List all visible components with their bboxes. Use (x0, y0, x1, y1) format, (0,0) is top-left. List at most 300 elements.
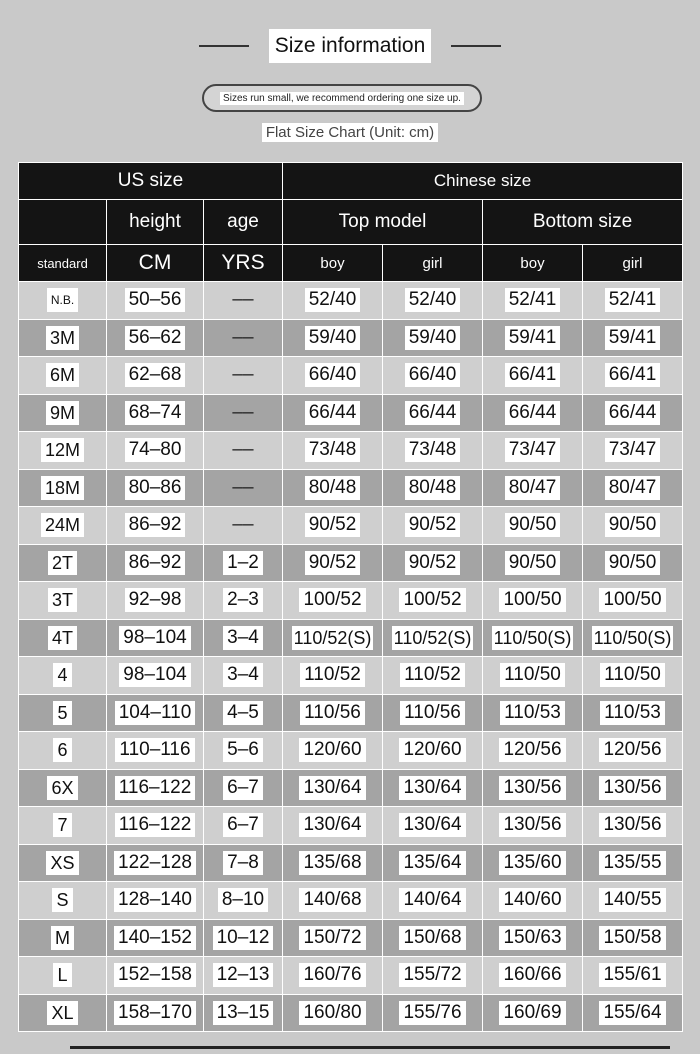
cell-value: 56–62 (125, 326, 186, 350)
cell-value: 140/64 (399, 888, 465, 912)
table-row (19, 957, 683, 995)
cell-value: 12M (41, 438, 84, 462)
header-blank (19, 200, 107, 245)
cell-value: 90/50 (505, 513, 561, 537)
cell-value: 130/56 (599, 776, 665, 800)
cell-value: 59/41 (605, 326, 661, 350)
cell-bottom-girl (583, 732, 683, 770)
cell-top-girl (383, 957, 483, 995)
cell-height (107, 844, 204, 882)
cell-value: 66/40 (405, 363, 461, 387)
cell-value: 3T (48, 588, 77, 612)
cell-value: S (52, 888, 72, 912)
cell-bottom-boy (483, 394, 583, 432)
cell-age (204, 769, 283, 807)
cell-standard (19, 619, 107, 657)
cell-age (204, 657, 283, 695)
cell-value: 152–158 (114, 963, 196, 987)
table-row (19, 357, 683, 395)
cell-top-girl (383, 507, 483, 545)
cell-value: –– (232, 439, 254, 461)
cell-value: 59/40 (405, 326, 461, 350)
cell-top-boy (283, 769, 383, 807)
header-us-size: US size (19, 163, 283, 200)
cell-top-girl (383, 844, 483, 882)
cell-value: 98–104 (119, 663, 190, 687)
cell-value: 2T (48, 551, 77, 575)
cell-height (107, 657, 204, 695)
header-top-boy: boy (283, 245, 383, 282)
cell-value: 135/55 (599, 851, 665, 875)
cell-top-girl (383, 882, 483, 920)
cell-bottom-boy (483, 994, 583, 1032)
cell-height (107, 769, 204, 807)
cell-age (204, 357, 283, 395)
cell-height (107, 957, 204, 995)
cell-bottom-girl (583, 844, 683, 882)
cell-value: 110/50 (500, 663, 565, 687)
cell-value: 160/66 (499, 963, 565, 987)
cell-value: –– (232, 326, 254, 348)
cell-value: 135/64 (399, 851, 465, 875)
cell-bottom-boy (483, 469, 583, 507)
cell-value: 110–116 (115, 738, 194, 762)
cell-top-girl (383, 319, 483, 357)
cell-standard (19, 282, 107, 320)
cell-top-girl (383, 657, 483, 695)
cell-value: 13–15 (213, 1001, 274, 1025)
cell-value: 86–92 (125, 551, 186, 575)
cell-top-boy (283, 319, 383, 357)
cell-value: 130/64 (299, 776, 365, 800)
cell-value: 6X (47, 776, 77, 800)
cell-value: 110/50(S) (593, 627, 672, 648)
table-row (19, 919, 683, 957)
cell-value: 90/52 (405, 513, 461, 537)
cell-bottom-boy (483, 657, 583, 695)
table-row (19, 657, 683, 695)
cell-value: 100/52 (299, 588, 365, 612)
cell-age (204, 732, 283, 770)
cell-top-girl (383, 694, 483, 732)
cell-value: 130/64 (299, 813, 365, 837)
cell-top-girl (383, 357, 483, 395)
cell-height (107, 732, 204, 770)
table-row (19, 282, 683, 320)
cell-value: 100/52 (399, 588, 465, 612)
cell-value: 128–140 (114, 888, 196, 912)
cell-bottom-girl (583, 282, 683, 320)
cell-bottom-boy (483, 319, 583, 357)
table-row (19, 544, 683, 582)
cell-height (107, 807, 204, 845)
size-table-body (19, 282, 683, 1032)
table-row (19, 319, 683, 357)
cell-value: 104–110 (115, 701, 196, 725)
table-row (19, 732, 683, 770)
table-row (19, 394, 683, 432)
cell-age (204, 694, 283, 732)
cell-standard (19, 657, 107, 695)
cell-value: 110/50(S) (493, 627, 572, 648)
title-row (0, 28, 700, 64)
cell-top-boy (283, 507, 383, 545)
cell-value: 7 (53, 813, 71, 837)
cell-value: 86–92 (125, 513, 186, 537)
size-table (18, 162, 683, 1032)
cell-value: 130/56 (499, 813, 565, 837)
cell-value: 9M (46, 401, 79, 425)
cell-value: 66/41 (505, 363, 561, 387)
cell-age (204, 432, 283, 470)
cell-value: N.B. (47, 288, 78, 312)
cell-bottom-boy (483, 357, 583, 395)
cell-value: 66/44 (305, 401, 361, 425)
header-bottom-girl: girl (583, 245, 683, 282)
cell-top-girl (383, 394, 483, 432)
cell-bottom-girl (583, 469, 683, 507)
cell-value: 80/48 (305, 476, 361, 500)
cell-age (204, 882, 283, 920)
header-top-model: Top model (283, 200, 483, 245)
cell-value: 120/60 (299, 738, 365, 762)
cell-height (107, 357, 204, 395)
cell-age (204, 619, 283, 657)
cell-value: 90/50 (505, 551, 561, 575)
cell-value: 12–13 (213, 963, 274, 987)
cell-top-girl (383, 769, 483, 807)
page-title: Size information (269, 29, 432, 63)
cell-value: 52/41 (505, 288, 561, 312)
cell-value: 90/52 (405, 551, 461, 575)
cell-standard (19, 919, 107, 957)
table-row (19, 882, 683, 920)
cell-value: 59/41 (505, 326, 561, 350)
header-bottom-size: Bottom size (483, 200, 683, 245)
cell-value: 50–56 (125, 288, 186, 312)
cell-value: 116–122 (115, 813, 196, 837)
header-cm: CM (107, 245, 204, 282)
cell-bottom-boy (483, 807, 583, 845)
cell-value: 4–5 (223, 701, 263, 725)
cell-value: –– (232, 476, 254, 498)
cell-value: 66/44 (505, 401, 561, 425)
cell-value: 6–7 (223, 813, 263, 837)
cell-top-girl (383, 544, 483, 582)
cell-value: 135/60 (499, 851, 565, 875)
cell-value: 59/40 (305, 326, 361, 350)
cell-value: 68–74 (125, 401, 186, 425)
cell-top-boy (283, 732, 383, 770)
cell-top-girl (383, 582, 483, 620)
cell-value: 120/56 (599, 738, 665, 762)
title-right-line (451, 45, 501, 47)
cell-age (204, 544, 283, 582)
header-row-2 (19, 200, 683, 245)
cell-bottom-boy (483, 544, 583, 582)
cell-top-boy (283, 919, 383, 957)
cell-value: 90/50 (605, 513, 661, 537)
cell-age (204, 394, 283, 432)
cell-value: 116–122 (115, 776, 196, 800)
chart-subtitle (0, 124, 700, 142)
cell-top-boy (283, 807, 383, 845)
table-row (19, 432, 683, 470)
header-row-3 (19, 245, 683, 282)
table-row (19, 694, 683, 732)
cell-value: 150/68 (399, 926, 465, 950)
header-bottom-boy: boy (483, 245, 583, 282)
cell-value: 110/56 (300, 701, 365, 725)
sizing-notice-text: Sizes run small, we recommend ordering one size up. (220, 92, 464, 105)
cell-value: 158–170 (114, 1001, 196, 1025)
cell-top-girl (383, 432, 483, 470)
cell-value: 130/64 (399, 776, 465, 800)
cell-standard (19, 544, 107, 582)
cell-bottom-boy (483, 694, 583, 732)
cell-height (107, 619, 204, 657)
header-top-girl: girl (383, 245, 483, 282)
cell-value: 100/50 (599, 588, 665, 612)
cell-height (107, 994, 204, 1032)
cell-top-girl (383, 732, 483, 770)
cell-value: 5 (53, 701, 71, 725)
cell-value: 110/50 (600, 663, 665, 687)
cell-value: 73/47 (605, 438, 661, 462)
cell-value: 110/53 (600, 701, 665, 725)
cell-value: 3–4 (223, 626, 263, 650)
cell-age (204, 807, 283, 845)
cell-age (204, 994, 283, 1032)
cell-top-boy (283, 357, 383, 395)
cell-value: L (53, 963, 71, 987)
cell-value: 155/72 (399, 963, 465, 987)
chart-subtitle-text: Flat Size Chart (Unit: cm) (262, 123, 438, 142)
cell-bottom-girl (583, 432, 683, 470)
cell-standard (19, 769, 107, 807)
cell-value: 7–8 (223, 851, 263, 875)
cell-value: 90/52 (305, 513, 361, 537)
header-standard: standard (19, 245, 107, 282)
cell-standard (19, 994, 107, 1032)
cell-value: 155/76 (399, 1001, 465, 1025)
cell-bottom-boy (483, 619, 583, 657)
cell-top-boy (283, 844, 383, 882)
cell-value: M (51, 926, 74, 950)
cell-value: 150/72 (299, 926, 365, 950)
cell-top-girl (383, 619, 483, 657)
cell-standard (19, 357, 107, 395)
table-row (19, 769, 683, 807)
cell-height (107, 394, 204, 432)
cell-standard (19, 807, 107, 845)
cell-top-boy (283, 994, 383, 1032)
cell-top-boy (283, 694, 383, 732)
cell-top-boy (283, 882, 383, 920)
cell-value: 62–68 (125, 363, 186, 387)
cell-value: 100/50 (499, 588, 565, 612)
cell-value: 6–7 (223, 776, 263, 800)
cell-age (204, 282, 283, 320)
sizing-notice (202, 84, 482, 112)
cell-value: 10–12 (213, 926, 274, 950)
cell-value: 90/50 (605, 551, 661, 575)
cell-standard (19, 694, 107, 732)
table-row (19, 469, 683, 507)
cell-height (107, 469, 204, 507)
cell-value: 80/47 (505, 476, 561, 500)
cell-value: 66/41 (605, 363, 661, 387)
cell-value: XS (46, 851, 78, 875)
cell-bottom-boy (483, 957, 583, 995)
cell-value: 150/63 (499, 926, 565, 950)
cell-top-boy (283, 657, 383, 695)
cell-bottom-boy (483, 844, 583, 882)
cell-value: 140/68 (299, 888, 365, 912)
cell-value: 120/60 (399, 738, 465, 762)
cell-top-boy (283, 619, 383, 657)
cell-value: 66/44 (605, 401, 661, 425)
cell-value: 74–80 (125, 438, 186, 462)
header-row-1 (19, 163, 683, 200)
cell-value: 6 (53, 738, 71, 762)
table-row (19, 507, 683, 545)
cell-value: 140/55 (599, 888, 665, 912)
cell-value: 66/44 (405, 401, 461, 425)
table-row (19, 807, 683, 845)
header-chinese-size: Chinese size (283, 163, 683, 200)
cell-value: 122–128 (114, 851, 196, 875)
title-left-line (199, 45, 249, 47)
table-row (19, 619, 683, 657)
cell-value: 90/52 (305, 551, 361, 575)
cell-value: 5–6 (223, 738, 263, 762)
cell-bottom-boy (483, 919, 583, 957)
cell-bottom-girl (583, 769, 683, 807)
cell-standard (19, 507, 107, 545)
cell-value: –– (232, 289, 254, 311)
cell-bottom-girl (583, 394, 683, 432)
cell-value: 140/60 (499, 888, 565, 912)
cell-value: 92–98 (125, 588, 186, 612)
cell-bottom-girl (583, 319, 683, 357)
cell-height (107, 544, 204, 582)
cell-top-boy (283, 544, 383, 582)
cell-value: 80/47 (605, 476, 661, 500)
cell-value: 110/52(S) (393, 627, 472, 648)
cell-height (107, 432, 204, 470)
cell-value: XL (47, 1001, 77, 1025)
cell-top-boy (283, 582, 383, 620)
cell-top-girl (383, 919, 483, 957)
cell-standard (19, 732, 107, 770)
cell-value: 110/53 (500, 701, 565, 725)
cell-value: 52/40 (305, 288, 361, 312)
cell-age (204, 582, 283, 620)
table-row (19, 844, 683, 882)
cell-bottom-girl (583, 694, 683, 732)
cell-bottom-boy (483, 732, 583, 770)
cell-top-girl (383, 807, 483, 845)
cell-age (204, 469, 283, 507)
cell-value: 140–152 (114, 926, 196, 950)
cell-value: –– (232, 514, 254, 536)
cell-value: 110/52 (300, 663, 365, 687)
cell-value: 73/48 (305, 438, 361, 462)
cell-top-boy (283, 282, 383, 320)
cell-value: 80/48 (405, 476, 461, 500)
cell-bottom-boy (483, 282, 583, 320)
cell-value: 2–3 (223, 588, 263, 612)
cell-top-girl (383, 994, 483, 1032)
cell-height (107, 694, 204, 732)
cell-value: 52/40 (405, 288, 461, 312)
cell-value: 73/48 (405, 438, 461, 462)
cell-top-boy (283, 957, 383, 995)
cell-bottom-girl (583, 919, 683, 957)
cell-standard (19, 319, 107, 357)
cell-standard (19, 582, 107, 620)
table-row (19, 994, 683, 1032)
cell-standard (19, 882, 107, 920)
cell-bottom-boy (483, 582, 583, 620)
table-row (19, 582, 683, 620)
cell-value: 120/56 (499, 738, 565, 762)
cell-value: –– (232, 401, 254, 423)
cell-standard (19, 844, 107, 882)
cell-top-boy (283, 469, 383, 507)
cell-value: 135/68 (299, 851, 365, 875)
cell-bottom-girl (583, 957, 683, 995)
header-height: height (107, 200, 204, 245)
cell-top-boy (283, 394, 383, 432)
cell-value: –– (232, 364, 254, 386)
cell-value: 110/56 (400, 701, 465, 725)
cell-value: 110/52(S) (293, 627, 372, 648)
cell-bottom-girl (583, 994, 683, 1032)
cell-age (204, 957, 283, 995)
cell-standard (19, 957, 107, 995)
cell-value: 73/47 (505, 438, 561, 462)
cell-value: 98–104 (119, 626, 190, 650)
cell-age (204, 507, 283, 545)
cell-standard (19, 432, 107, 470)
cell-height (107, 919, 204, 957)
cell-value: 155/61 (599, 963, 665, 987)
cell-height (107, 282, 204, 320)
cell-value: 6M (46, 363, 79, 387)
cell-bottom-boy (483, 769, 583, 807)
cell-height (107, 319, 204, 357)
cell-bottom-girl (583, 544, 683, 582)
cell-top-girl (383, 469, 483, 507)
cell-bottom-boy (483, 432, 583, 470)
bottom-divider (70, 1046, 670, 1049)
cell-value: 4 (53, 663, 71, 687)
cell-height (107, 882, 204, 920)
cell-top-girl (383, 282, 483, 320)
cell-value: 18M (41, 476, 84, 500)
cell-value: 130/64 (399, 813, 465, 837)
cell-age (204, 319, 283, 357)
cell-value: 150/58 (599, 926, 665, 950)
cell-bottom-girl (583, 357, 683, 395)
header-yrs: YRS (204, 245, 283, 282)
cell-bottom-boy (483, 507, 583, 545)
cell-value: 52/41 (605, 288, 661, 312)
cell-bottom-girl (583, 657, 683, 695)
cell-value: 80–86 (125, 476, 186, 500)
